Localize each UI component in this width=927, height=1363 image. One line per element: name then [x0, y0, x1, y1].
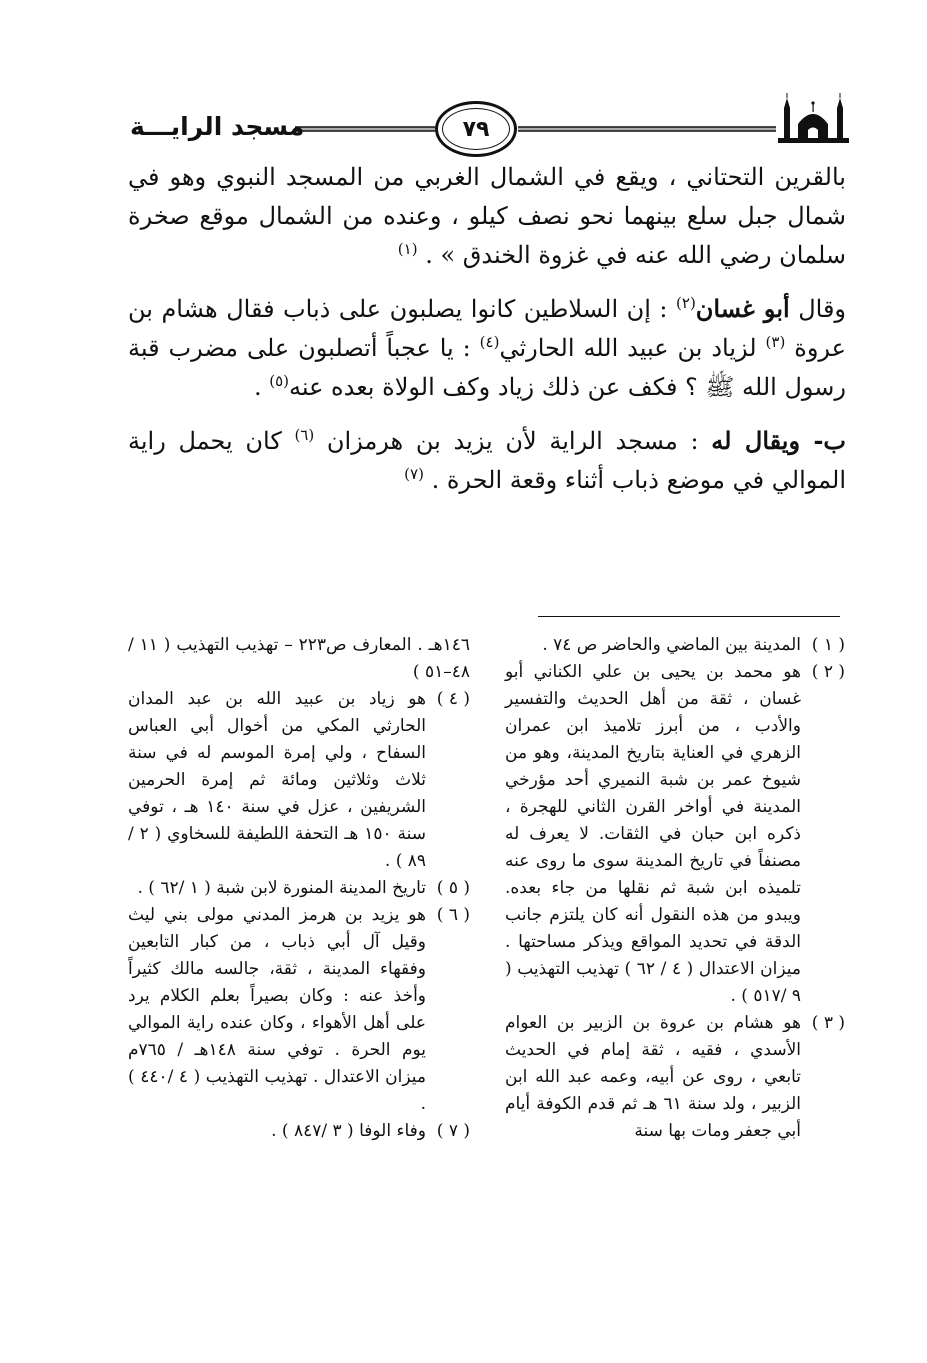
footnote-number: ( ٣ ): [811, 1013, 845, 1033]
chain-ornament-right: [518, 124, 776, 134]
footnote-ref-3: (٣): [765, 333, 786, 351]
section-lead: ب- ويقال له: [711, 426, 846, 455]
narrator-name: أبو غسان: [695, 294, 790, 323]
mosque-icon: [776, 90, 851, 145]
footnote-divider: [538, 616, 840, 617]
paragraph-2: [128, 289, 846, 407]
footnote-ref-5: (٥): [269, 372, 289, 390]
footnote-text: هو محمد بن يحيى بن علي الكناني أبو غسان ، ثقة من أهل الحديث والتفسير والأدب ، من أبرز تلاميذ ابن عمران الزهري في العناية بتاريخ المدينة، وهو من شيوخ عمر بن شبة النميري أحد مؤرخي المدينة في أواخر القرن الثاني للهجرة ، ذكره ابن حبان في الثقات. لا يعرف له مصنفاً في تاريخ المدينة سوى ما روى عنه تلميذه ابن شبة ثم نقلها من جاء بعده. ويبدو من هذه النقول أنه كان يلتزم جانب الدقة في تحديد المواقع ويذكر مساحتها . ميزان الاعتدال ( ٤ / ٦٢ ) تهذيب التهذيب ( ٩ /٥١٧ ) .: [505, 662, 802, 1006]
footnote-ref-1: (١): [397, 240, 418, 258]
footnotes-left-column: [128, 632, 470, 1145]
paragraph-2-text-a: وقال: [798, 295, 846, 323]
footnote-number: ( ٧ ): [436, 1121, 470, 1141]
running-header-title: مسجد الرايـــة: [130, 112, 305, 141]
footnote-item: [505, 632, 845, 659]
footnote-number: ( ٤ ): [436, 689, 470, 709]
footnote-text: تاريخ المدينة المنورة لابن شبة ( ١ /٦٢ ) .: [137, 878, 426, 898]
footnote-item: [128, 686, 470, 875]
footnote-text: المدينة بين الماضي والحاضر ص ٧٤ .: [542, 635, 801, 655]
paragraph-3: [128, 421, 846, 500]
footnote-item: [128, 902, 470, 1118]
footnote-ref-4: (٤): [479, 333, 500, 351]
paragraph-2-text-e: .: [253, 373, 262, 401]
paragraph-2-text-c: لزياد بن عبيد الله الحارثي: [499, 334, 757, 362]
footnote-text: وفاء الوفا ( ٣ /٨٤٧ ) .: [271, 1121, 426, 1141]
footnote-text: هو زياد بن عبيد الله بن عبد المدان الحارثي المكي من أخوال أبي العباس السفاح ، ولي إمرة الموسم له في سنة ثلاث وثلاثين ومائة ثم إمرة الحرمين الشريفين ، عزل في سنة ١٤٠ هـ ، توفي سنة ١٥٠ هـ التحفة اللطيفة للسخاوي ( ٢ /٨٩ ) .: [128, 689, 426, 871]
footnote-item: [128, 1118, 470, 1145]
footnote-item: [505, 1010, 845, 1145]
paragraph-2-text-d: : يا عجباً أتصلبون على مضرب قبة رسول الله ﷺ ؟ فكف عن ذلك زياد وكف الولاة بعده عنه: [128, 334, 846, 401]
footnote-ref-6: (٦): [294, 426, 315, 444]
footnote-continuation: ١٤٦هـ . المعارف ص٢٢٣ – تهذيب التهذيب ( ١١ /٤٨–٥١ ): [128, 635, 470, 682]
footnote-ref-7: (٧): [404, 465, 424, 483]
paragraph-3-text-a: : مسجد الراية لأن يزيد بن هرمزان: [326, 427, 699, 455]
paragraph-1: [128, 158, 846, 275]
chain-ornament-left: [295, 124, 435, 134]
footnote-number: ( ٢ ): [811, 662, 845, 682]
footnote-number: ( ٦ ): [436, 905, 470, 925]
page-number-badge: [435, 101, 517, 157]
main-text: [128, 158, 846, 500]
footnote-item: [128, 875, 470, 902]
footnote-number: ( ٥ ): [436, 878, 470, 898]
footnote-text: هو يزيد بن هرمز المدني مولى بني ليث وقيل آل أبي ذباب ، من كبار التابعين وفقهاء المدينة ، ثقة، جالسه مالك كثيراً وأخذ عنه : وكان بصيراً بعلم الكلام يرد على أهل الأهواء ، وكان عنده راية الموالي يوم الحرة . توفي سنة ١٤٨هـ / ٧٦٥م ميزان الاعتدال . تهذيب التهذيب ( ٤ /٤٤٠ ) .: [128, 905, 426, 1114]
footnotes-right-column: [505, 632, 845, 1145]
footnote-number: ( ١ ): [811, 635, 845, 655]
footnote-item: [505, 659, 845, 1010]
footnote-text: هو هشام بن عروة بن الزبير بن العوام الأسدي ، فقيه ، ثقة إمام في الحديث تابعي ، روى عن أبيه، وعمه عبد الله ابن الزبير ، ولد سنة ٦١ هـ ثم قدم الكوفة أيام أبي جعفر ومات بها سنة: [505, 1013, 801, 1141]
paragraph-3-text-b: كان يحمل راية الموالي في موضع ذباب أثناء وقعة الحرة .: [128, 427, 846, 494]
footnote-ref-2: (٢): [676, 294, 696, 312]
paragraph-1-text: بالقرين التحتاني ، ويقع في الشمال الغربي من المسجد النبوي وهو في شمال جبل سلع بينهما نحو نصف كيلو ، وعنده من الشمال موقع صخرة سلمان رضي الله عنه في غزوة الخندق » .: [128, 163, 846, 269]
page-number: ٧٩: [462, 116, 490, 142]
paragraph-2-text-b: : إن السلاطين كانوا يصلبون على ذباب فقال هشام بن عروة: [128, 295, 846, 362]
